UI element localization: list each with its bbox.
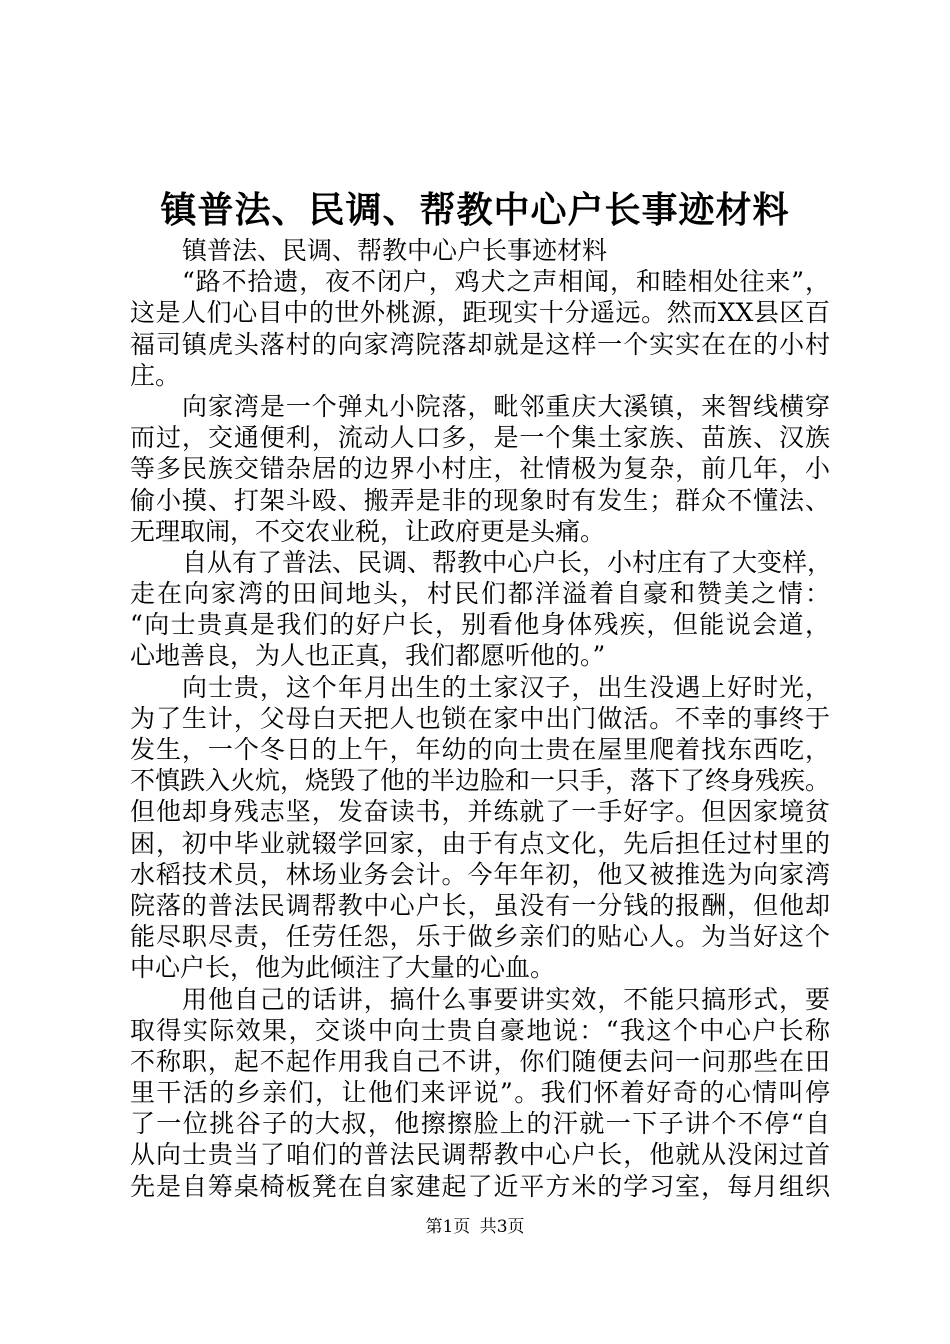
text-line: 里干活的乡亲们，让他们来评说”。我们怀着好奇的心情叫停 bbox=[130, 1078, 830, 1108]
text-line: 庄。 bbox=[130, 360, 181, 390]
text-line: 心地善良，为人也正真，我们都愿听他的。” bbox=[130, 641, 606, 671]
text-line: “向士贵真是我们的好户长，别看他身体残疾，但能说会道， bbox=[130, 610, 830, 640]
text-line: 等多民族交错杂居的边界小村庄，社情极为复杂，前几年，小 bbox=[130, 454, 830, 484]
text-line: 从向士贵当了咱们的普法民调帮教中心户长，他就从没闲过首 bbox=[130, 1140, 830, 1170]
text-line: 自从有了普法、民调、帮教中心户长，小村庄有了大变样， bbox=[182, 547, 833, 577]
text-line: 这是人们心目中的世外桃源，距现实十分遥远。然而XX县区百 bbox=[130, 298, 830, 328]
text-line: 走在向家湾的田间地头，村民们都洋溢着自豪和赞美之情： bbox=[130, 579, 830, 609]
text-line: 院落的普法民调帮教中心户长，虽没有一分钱的报酬，但他却 bbox=[130, 890, 830, 920]
text-line: 向家湾是一个弹丸小院落，毗邻重庆大溪镇，来智线横穿 bbox=[182, 391, 830, 421]
text-line: 水稻技术员，林场业务会计。今年年初，他又被推选为向家湾 bbox=[130, 859, 830, 889]
text-line: 不慎跌入火炕，烧毁了他的半边脸和一只手，落下了终身残疾。 bbox=[130, 766, 831, 796]
text-line: 偷小摸、打架斗殴、搬弄是非的现象时有发生；群众不懂法、 bbox=[130, 485, 830, 515]
text-line: 无理取闹，不交农业税，让政府更是头痛。 bbox=[130, 516, 606, 546]
text-line: 不称职，起不起作用我自己不讲，你们随便去问一问那些在田 bbox=[130, 1046, 830, 1076]
document-body bbox=[130, 235, 833, 1202]
text-line: 向士贵，这个年月出生的土家汉子，出生没遇上好时光， bbox=[182, 672, 830, 702]
page-number: 第1页 bbox=[425, 1217, 471, 1237]
text-line: 用他自己的话讲，搞什么事要讲实效，不能只搞形式，要 bbox=[182, 984, 830, 1014]
text-line: 困，初中毕业就辍学回家，由于有点文化，先后担任过村里的 bbox=[130, 828, 830, 858]
document-title: 镇普法、民调、帮教中心户长事迹材料 bbox=[160, 189, 790, 231]
text-line: 发生，一个冬日的上午，年幼的向士贵在屋里爬着找东西吃， bbox=[130, 735, 830, 764]
text-line: 镇普法、民调、帮教中心户长事迹材料 bbox=[182, 236, 608, 265]
text-line: 中心户长，他为此倾注了大量的心血。 bbox=[130, 953, 556, 983]
text-line: 取得实际效果，交谈中向士贵自豪地说：“我这个中心户长称 bbox=[130, 1015, 830, 1045]
text-line: 为了生计，父母白天把人也锁在家中出门做活。不幸的事终于 bbox=[130, 703, 830, 733]
text-line: 福司镇虎头落村的向家湾院落却就是这样一个实实在在的小村 bbox=[130, 329, 830, 359]
text-line: 但他却身残志坚，发奋读书，并练就了一手好字。但因家境贫 bbox=[130, 797, 830, 827]
page-footer bbox=[0, 1215, 950, 1239]
text-line: 能尽职尽责，任劳任怨，乐于做乡亲们的贴心人。为当好这个 bbox=[130, 922, 830, 952]
page-total: 共3页 bbox=[479, 1217, 525, 1237]
text-line: 先是自筹桌椅板凳在自家建起了近平方米的学习室，每月组织 bbox=[130, 1171, 830, 1201]
text-line: 而过，交通便利，流动人口多，是一个集土家族、苗族、汉族 bbox=[130, 423, 830, 453]
text-line: 了一位挑谷子的大叔，他擦擦脸上的汗就一下子讲个不停“自 bbox=[130, 1109, 830, 1139]
text-line: “路不拾遗，夜不闭户，鸡犬之声相闻，和睦相处往来”， bbox=[182, 267, 830, 297]
